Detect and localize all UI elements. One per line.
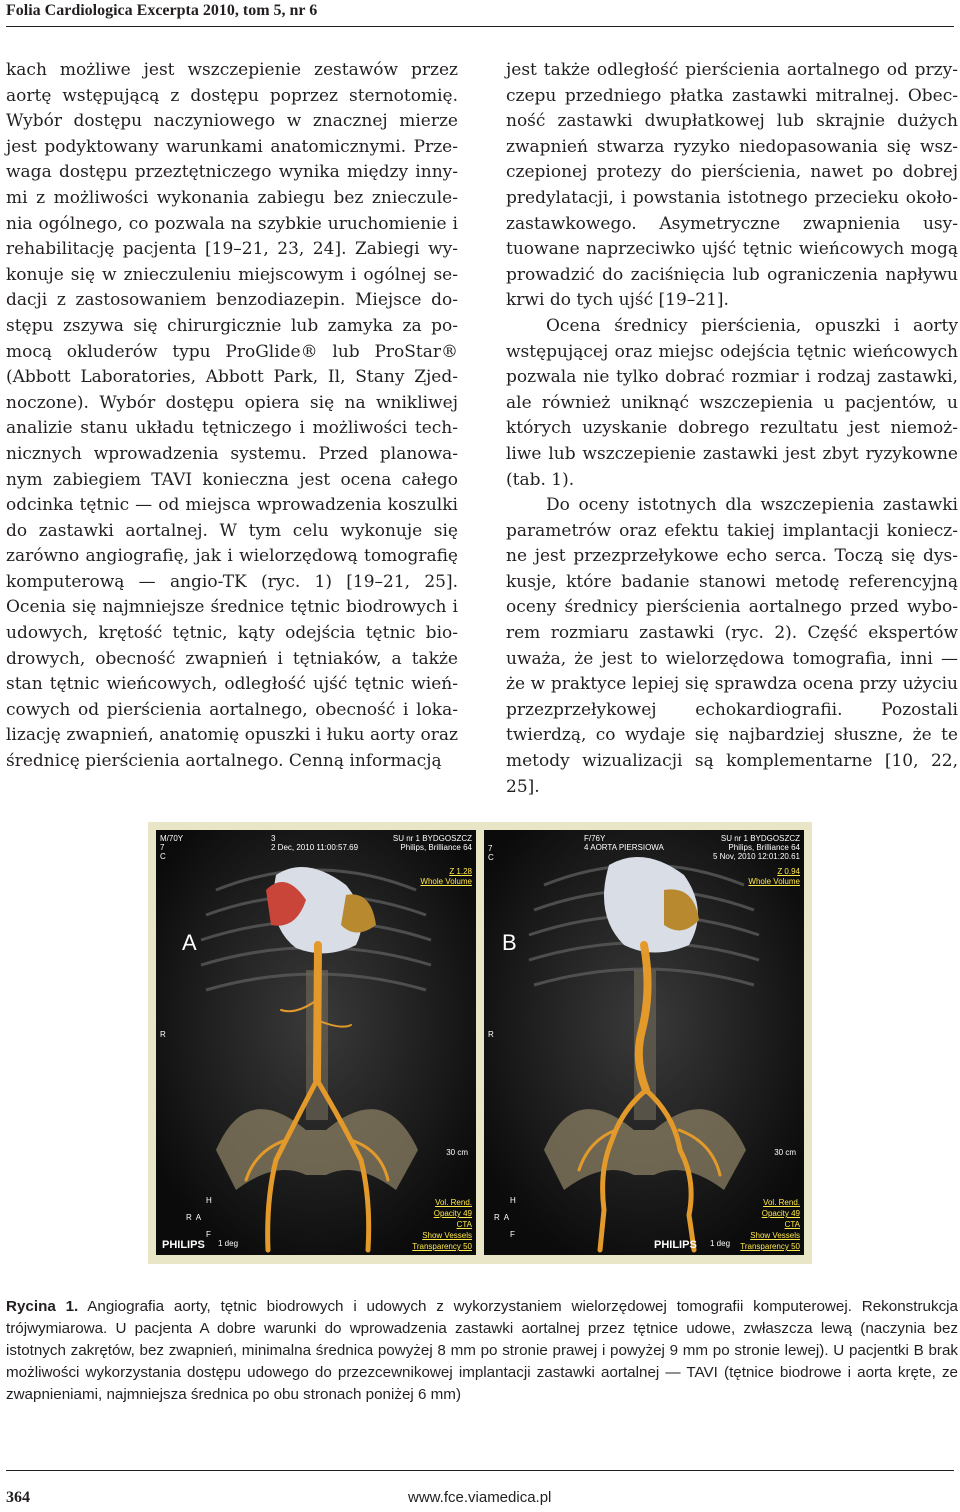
render-vessels: Show Vessels (422, 1231, 472, 1240)
paragraph: jest także odległość pierścienia aortalnego od przyczepu przedniego płatka zastawki mitralnej. Obecność zastawki dwupłatkowej lub skrajnie dużych zwapnień stwarza ryzyko niedopasowania się wszczepionej protezy do pierścienia, nawet po dobrej predylatacji, i powstania istotnego przecieku okołozastawkowego. Asymetryczne zwapnienia usytuowane naprzeciwko ujść tętnic wieńcowych mogą prowadzić do zaciśnięcia lub ograniczenia napływu krwi do tych ujść [19–21]. (506, 60, 958, 311)
render-transparency: Transparency 50 (740, 1242, 800, 1251)
paragraph: Do oceny istotnych dla wszczepienia zastawki parametrów oraz efektu takiej implantacji konieczne jest przezprzełykowe echo serca. Toczą się dyskusje, które badanie stanowi metodę referencyjną oceny średnicy pierścienia aortalnego przed wyborem rozmiaru zastawki (ryc. 2). Część ekspertów uważa, że jest to wielorzędowa tomografia, inni — że w praktyce lepiej się sprawdza ocena przy użyciu przezprzełykowej echokardiografii. Pozostali twierdzą, co wydaje się najbardziej słuszne, że te metody wizualizacji są komplementarne [10, 22, 25]. (506, 495, 958, 797)
orientation-ra: R A (186, 1213, 202, 1222)
render-vol: Vol. Rend. (763, 1198, 800, 1207)
ct-rendering-a (156, 830, 476, 1255)
left-column (6, 58, 458, 775)
z-value: Z 0.94 (777, 867, 800, 876)
orientation-f: F (510, 1230, 515, 1239)
render-opacity: Opacity 49 (761, 1209, 800, 1218)
institution-info: SU nr 1 BYDGOSZCZ Philips, Brilliance 64 5 Nov, 2010 12:01:20.61 (712, 834, 800, 861)
rotation-angle: 1 deg (710, 1239, 731, 1248)
side-marker: R (160, 1030, 166, 1039)
orientation-ra: R A (494, 1213, 510, 1222)
figure-caption (6, 1296, 958, 1406)
right-column (506, 58, 958, 800)
institution-info: SU nr 1 BYDGOSZCZ Philips, Brilliance 64 (392, 834, 472, 852)
caption-label: Rycina 1. (6, 1298, 79, 1315)
render-vessels: Show Vessels (750, 1231, 800, 1240)
render-vol: Vol. Rend. (435, 1198, 472, 1207)
paragraph: kach możliwe jest wszczepienie zestawów przez aortę wstępującą z dostępu poprzez sternotomię. Wybór dostępu naczyniowego w znacznej mierze jest podyktowany warunkami anatomicznymi. Przewaga dostępu przeztętniczego wynika między innymi z możliwości wykonania zabiegu bez znieczulenia ogólnego, co pozwala na szybkie uruchomienie i rehabilitację pacjenta [19–21, 23, 24]. Zabiegi wykonuje się w znieczuleniu miejscowym i ogólnej sedacji z zastosowaniem benzodiazepin. Miejsce dostępu zszywa się chirurgicznie lub zamyka za pomocą okluderów typu ProGlide® lub ProStar® (Abbott Laboratories, Abbott Park, Il, Stany Zjednoczone). Wybór dostępu opiera się na wnikliwej analizie stanu układu tętniczego i możliwości technicznych wprowadzenia systemu. Przed planowanym zabiegiem TAVI konieczna jest ocena całego odcinka tętnic — od miejsca wprowadzenia koszulki do zastawki aortalnej. W tym celu wykonuje się zarówno angiografię, jak i wielorzędową tomografię komputerową — angio-TK (ryc. 1) [19–21, 25]. Ocenia się najmniejsze średnice tętnic biodrowych i udowych, krętość tętnic, kąty odejścia tętnic biodrowych, obecność zwapnień i tętniaków, a także stan tętnic wieńcowych, odległość ujść tętnic wieńcowych od pierścienia aortalnego, obecność i lokalizację zwapnień, anatomię opuszki i łuku aorty oraz średnicę pierścienia aortalnego. Cenną informacją (6, 60, 458, 772)
scale-label: 30 cm (774, 1148, 796, 1157)
panel-label: B (502, 930, 517, 955)
z-value: Z 1.28 (449, 867, 472, 876)
ct-angiography-panel-a (156, 830, 476, 1255)
ct-angiography-panel-b (484, 830, 804, 1255)
figure-1 (148, 822, 812, 1264)
caption-text: Angiografia aorty, tętnic biodrowych i udowych z wykorzystaniem wielorzędowej tomografii komputerowej. Rekonstrukcja trójwymiarowa. U pacjenta A dobre warunki do wprowadzenia zastawki aortalnej przez tętnice udowe, zwłaszcza lewą (naczynia bez istotnych zakrętów, bez zwapnień, minimalna średnica powyżej 8 mm po stronie prawej i powyżej 9 mm po stronie lewej). U pacjentki B brak możliwości wykorzystania dostępu udowego do przezcewnikowej implantacji zastawki aortalnej — TAVI (tętnice biodrowe i aorta kręte, ze zwapnieniami, najmniejsza średnica po obu stronach poniżej 6 mm) (6, 1298, 958, 1403)
volume-mode: Whole Volume (748, 877, 800, 886)
ct-rendering-b (484, 830, 804, 1255)
volume-mode: Whole Volume (420, 877, 472, 886)
side-marker: R (488, 1030, 494, 1039)
orientation-h: H (206, 1196, 212, 1205)
render-cta: CTA (784, 1220, 800, 1229)
rotation-angle: 1 deg (218, 1239, 239, 1248)
study-date: 3 2 Dec, 2010 11:00:57.69 (271, 834, 359, 852)
page-number: 364 (6, 1489, 30, 1506)
render-cta: CTA (456, 1220, 472, 1229)
orientation-f: F (206, 1230, 211, 1239)
vendor-logo: PHILIPS (654, 1239, 697, 1251)
patient-info: M/70Y 7 C (160, 834, 184, 861)
patient-info: F/76Y 4 AORTA PIERSIOWA (584, 834, 664, 852)
orientation-h: H (510, 1196, 516, 1205)
vendor-logo: PHILIPS (162, 1239, 205, 1251)
journal-title: Folia Cardiologica Excerpta 2010, tom 5, nr 6 (6, 2, 318, 19)
website-link[interactable]: www.fce.viamedica.pl (408, 1489, 552, 1506)
scale-label: 30 cm (446, 1148, 468, 1157)
page-footer (6, 1470, 954, 1511)
render-transparency: Transparency 50 (412, 1242, 472, 1251)
render-opacity: Opacity 49 (433, 1209, 472, 1218)
panel-label: A (182, 930, 197, 955)
running-header (6, 0, 954, 27)
orientation-marker: 7 C (488, 844, 494, 862)
paragraph: Ocena średnicy pierścienia, opuszki i aorty wstępującej oraz miejsc odejścia tętnic wieńcowych pozwala nie tylko dobrać rozmiar i rodzaj zastawki, ale również uniknąć wszczepienia u pacjentów, u których uzyskanie dobrego rezultatu jest niemożliwe lub wszczepienie zastawki jest zbyt ryzykowne (tab. 1). (506, 315, 958, 490)
